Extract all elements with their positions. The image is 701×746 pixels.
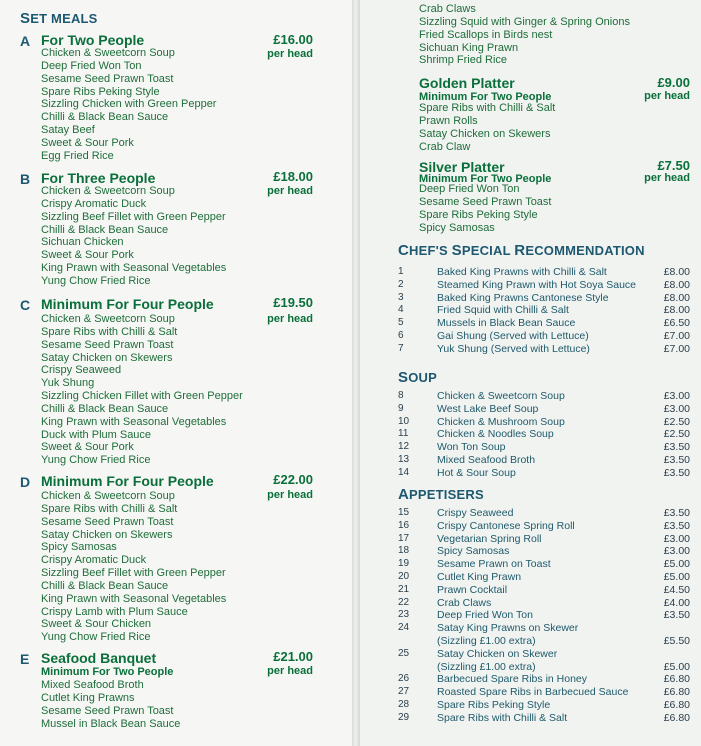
list-item: Crispy Lamb with Plum Sauce	[41, 605, 188, 618]
dish-price: £3.00	[663, 545, 690, 558]
list-item: Sesame Seed Prawn Toast	[41, 704, 174, 717]
dish-price: £6.80	[663, 673, 690, 686]
item-number: 2	[398, 278, 404, 290]
list-item: Satay Chicken on Skewers	[41, 528, 173, 541]
silver-platter-items	[419, 183, 551, 234]
list-item: Sizzling Chicken Fillet with Green Pepper	[41, 390, 243, 403]
list-item: Chilli & Black Bean Sauce	[41, 111, 169, 124]
list-item: Spare Ribs with Chilli & Salt	[419, 102, 556, 114]
item-number: 1	[398, 266, 404, 277]
list-item: Crab Claws	[419, 3, 476, 15]
dish-name: Cutlet King Prawn	[437, 571, 522, 583]
dish-name: Mixed Seafood Broth	[437, 454, 536, 466]
set-a-items	[41, 47, 216, 163]
item-number: 25	[398, 647, 410, 659]
list-item: Spare Ribs with Chilli & Salt	[41, 325, 178, 338]
list-item: Spare Ribs Peking Style	[41, 85, 160, 98]
dish-price: £7.00	[663, 342, 690, 355]
dish-price: £6.80	[663, 686, 690, 699]
set-c-per-head: per head	[267, 313, 313, 325]
list-item: Mussel in Black Bean Sauce	[41, 717, 181, 730]
dish-name: Gai Shung (Served with Lettuce)	[437, 330, 589, 342]
list-item: Crab Claw	[419, 140, 471, 153]
golden-platter-price: £9.00	[657, 75, 690, 90]
list-item: Egg Fried Rice	[41, 149, 114, 162]
dish-price: £3.50	[663, 609, 690, 622]
list-item: Spicy Samosas	[41, 541, 117, 554]
dish-price: £3.00	[663, 402, 690, 415]
silver-platter-per-head: per head	[644, 172, 690, 184]
dish-price: £3.50	[663, 466, 690, 479]
set-a-price: £16.00	[273, 32, 313, 47]
list-item: Sweet & Sour Pork	[41, 249, 134, 262]
set-b-price: £18.00	[273, 169, 313, 184]
item-number: 5	[398, 317, 404, 329]
item-number: 9	[398, 402, 404, 414]
list-item: Deep Fried Won Ton	[419, 183, 520, 195]
dish-price: £7.00	[663, 330, 690, 342]
dish-price: £5.00	[663, 558, 690, 571]
dish-name: Crispy Cantonese Spring Roll	[437, 519, 575, 532]
dish-name: West Lake Beef Soup	[437, 402, 539, 415]
item-number: 15	[398, 507, 410, 518]
dish-name: Crispy Seaweed	[437, 507, 514, 519]
list-item: Sweet & Sour Pork	[41, 136, 134, 149]
dish-price: £8.00	[663, 304, 690, 317]
set-b-per-head: per head	[267, 185, 313, 197]
list-item: Sesame Seed Prawn Toast	[41, 515, 174, 528]
dish-name: Crab Claws	[437, 596, 492, 609]
list-item: Sweet & Sour Pork	[41, 441, 134, 454]
list-item: Yung Chow Fried Rice	[41, 454, 151, 467]
item-number: 13	[398, 454, 410, 465]
dish-name: Steamed King Prawn with Hot Soya Sauce	[437, 278, 637, 291]
dish-name: Mussels in Black Bean Sauce	[437, 317, 576, 330]
set-c-price: £19.50	[273, 295, 313, 310]
list-item: Sichuan Chicken	[41, 236, 124, 249]
list-item: Spare Ribs Peking Style	[419, 208, 538, 221]
list-item: Cutlet King Prawns	[41, 691, 135, 704]
golden-platter-minimum: Minimum For Two People	[419, 91, 552, 103]
dish-name: Satay King Prawns on Skewer	[437, 622, 579, 635]
dish-name: Yuk Shung (Served with Lettuce)	[437, 342, 590, 355]
item-number: 8	[398, 390, 404, 401]
list-item: Crispy Aromatic Duck	[41, 554, 147, 567]
item-number: 29	[398, 711, 410, 723]
dish-name: Fried Squid with Chilli & Salt	[437, 304, 569, 317]
dish-price: £6.80	[663, 711, 690, 724]
list-item: Yuk Shung	[41, 377, 95, 390]
dish-name: Satay Chicken on Skewer	[437, 647, 558, 660]
list-item: Chicken & Sweetcorn Soup	[41, 47, 175, 59]
set-d-per-head: per head	[267, 489, 313, 501]
set-c-letter: C	[20, 297, 31, 313]
appetisers-title: APPETISERS	[398, 486, 484, 503]
dish-price: £6.80	[663, 699, 690, 711]
set-e-price: £21.00	[273, 649, 313, 664]
list-item: Spicy Samosas	[419, 221, 495, 234]
list-item: Chicken & Sweetcorn Soup	[41, 185, 175, 197]
dish-name: Hot & Sour Soup	[437, 466, 516, 479]
list-item: Deep Fried Won Ton	[41, 59, 142, 72]
dish-price: £3.50	[663, 507, 690, 519]
set-d-letter: D	[20, 474, 31, 490]
dish-name: Spicy Samosas	[437, 545, 510, 558]
list-item: Yung Chow Fried Rice	[41, 274, 151, 287]
dish-name: Barbecued Spare Ribs in Honey	[437, 673, 588, 686]
set-b-items	[41, 185, 226, 288]
set-a-letter: A	[20, 33, 31, 49]
golden-platter-per-head: per head	[644, 90, 690, 102]
list-item: Sizzling Chicken with Green Pepper	[41, 98, 217, 111]
list-item: Yung Chow Fried Rice	[41, 631, 151, 644]
list-item: Spare Ribs with Chilli & Salt	[41, 502, 178, 515]
dish-price: £2.50	[663, 428, 690, 441]
list-item: Satay Beef	[41, 124, 95, 137]
list-item: Sichuan King Prawn	[419, 41, 519, 54]
dish-name: Chicken & Noodles Soup	[437, 428, 554, 441]
dish-price: £3.50	[663, 441, 690, 454]
dish-price: £8.00	[663, 266, 690, 278]
chef-special-title: CHEF'S SPECIAL RECOMMENDATION	[398, 242, 645, 259]
list-item: King Prawn with Seasonal Vegetables	[41, 592, 227, 605]
dish-name: Baked King Prawns with Chilli & Salt	[437, 266, 607, 278]
golden-platter-items	[419, 102, 555, 153]
set-a-name: For Two People	[41, 32, 145, 48]
list-item: King Prawn with Seasonal Vegetables	[41, 415, 227, 428]
list-item: Sizzling Beef Fillet with Green Pepper	[41, 567, 226, 580]
dish-name: Spare Ribs with Chilli & Salt	[437, 711, 568, 724]
list-item: Mixed Seafood Broth	[41, 679, 144, 691]
dish-price: £5.00	[663, 660, 690, 673]
list-item: Sizzling Beef Fillet with Green Pepper	[41, 210, 226, 223]
dish-price: £5.50	[663, 635, 690, 647]
dish-note: (Sizzling £1.00 extra)	[437, 660, 536, 673]
set-c-name: Minimum For Four People	[41, 296, 214, 312]
item-number: 22	[398, 596, 410, 608]
dish-name: Prawn Cocktail	[437, 583, 508, 596]
set-a-per-head: per head	[267, 48, 313, 60]
set-e-per-head: per head	[267, 665, 313, 677]
dish-price: £3.50	[663, 519, 690, 532]
item-number: 26	[398, 673, 410, 685]
silver-platter-name: Silver Platter	[419, 159, 505, 175]
list-item: Crispy Seaweed	[41, 364, 122, 377]
soup-title: SOUP	[398, 369, 437, 386]
list-item: Chilli & Black Bean Sauce	[41, 402, 169, 415]
dish-note: (Sizzling £1.00 extra)	[437, 635, 536, 647]
dish-price: £2.50	[663, 415, 690, 428]
list-item: Chilli & Black Bean Sauce	[41, 223, 169, 236]
set-e-minimum: Minimum For Two People	[41, 666, 174, 678]
list-item: Duck with Plum Sauce	[41, 428, 152, 441]
list-item: Sesame Seed Prawn Toast	[41, 72, 174, 85]
set-e-items	[41, 679, 180, 730]
item-number: 17	[398, 532, 410, 544]
item-number: 28	[398, 699, 410, 710]
list-item: Prawn Rolls	[419, 114, 478, 127]
dish-name: Chicken & Sweetcorn Soup	[437, 390, 565, 402]
item-number: 27	[398, 686, 410, 698]
item-number: 20	[398, 571, 410, 582]
set-e-name: Seafood Banquet	[41, 650, 157, 666]
list-item: Chicken & Sweetcorn Soup	[41, 490, 175, 502]
silver-platter-minimum: Minimum For Two People	[419, 173, 552, 185]
item-number: 24	[398, 622, 410, 634]
list-item: Satay Chicken on Skewers	[419, 127, 551, 140]
dish-price: £4.50	[663, 583, 690, 596]
list-item: Sesame Seed Prawn Toast	[419, 195, 552, 208]
dish-name: Roasted Spare Ribs in Barbecued Sauce	[437, 686, 629, 699]
set-b-letter: B	[20, 171, 31, 187]
list-item: Satay Chicken on Skewers	[41, 351, 173, 364]
list-item: Chicken & Sweetcorn Soup	[41, 313, 175, 325]
set-meals-title: SET MEALS	[20, 10, 98, 27]
list-item: Crispy Aromatic Duck	[41, 197, 147, 210]
list-item: Chilli & Black Bean Sauce	[41, 579, 169, 592]
dish-price: £4.00	[663, 596, 690, 609]
item-number: 3	[398, 291, 404, 303]
silver-platter-price: £7.50	[657, 158, 690, 173]
item-number: 4	[398, 304, 404, 316]
dish-name: Chicken & Mushroom Soup	[437, 415, 565, 428]
list-item: Shrimp Fried Rice	[419, 54, 508, 67]
set-c-items	[41, 313, 243, 467]
item-number: 19	[398, 558, 410, 570]
dish-name: Sesame Prawn on Toast	[437, 558, 551, 571]
item-number: 11	[398, 428, 409, 440]
dish-price: £3.00	[663, 390, 690, 402]
item-number: 7	[398, 342, 404, 354]
set-d-price: £22.00	[273, 472, 313, 487]
list-item: Sweet & Sour Chicken	[41, 618, 152, 631]
item-number: 6	[398, 330, 404, 341]
dish-price: £6.50	[663, 317, 690, 330]
item-number: 14	[398, 466, 410, 478]
dish-name: Vegetarian Spring Roll	[437, 532, 542, 545]
dish-name: Deep Fried Won Ton	[437, 609, 533, 622]
item-number: 12	[398, 441, 410, 453]
list-item: Sizzling Squid with Ginger & Spring Onions	[419, 15, 630, 28]
set-b-name: For Three People	[41, 170, 156, 186]
dish-name: Won Ton Soup	[437, 441, 506, 454]
golden-platter-name: Golden Platter	[419, 75, 515, 91]
list-item: Sesame Seed Prawn Toast	[41, 338, 174, 351]
dish-name: Spare Ribs Peking Style	[437, 699, 551, 711]
page-fold	[352, 0, 360, 746]
dish-price: £3.50	[663, 454, 690, 466]
dish-price: £3.00	[663, 532, 690, 545]
dish-price: £8.00	[663, 291, 690, 304]
dish-price: £5.00	[663, 571, 690, 583]
item-number: 23	[398, 609, 410, 621]
item-number: 21	[398, 583, 410, 595]
seafood-continued-items	[419, 3, 630, 67]
dish-name: Baked King Prawns Cantonese Style	[437, 291, 609, 304]
list-item: Fried Scallops in Birds nest	[419, 28, 553, 41]
set-d-items	[41, 490, 226, 644]
item-number: 18	[398, 545, 410, 557]
set-e-letter: E	[20, 651, 30, 667]
set-d-name: Minimum For Four People	[41, 473, 214, 489]
list-item: King Prawn with Seasonal Vegetables	[41, 262, 227, 275]
dish-price: £8.00	[663, 278, 690, 291]
item-number: 16	[398, 519, 410, 531]
item-number: 10	[398, 415, 410, 427]
